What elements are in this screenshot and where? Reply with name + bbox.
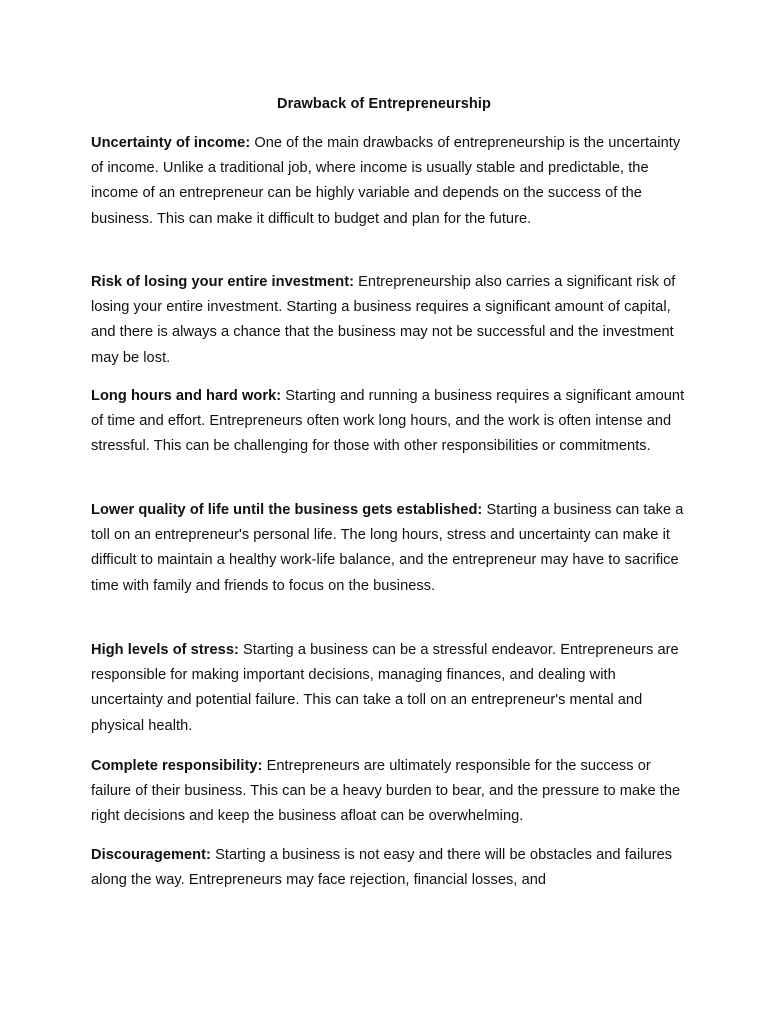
section-complete-responsibility bbox=[91, 754, 691, 830]
section-uncertainty-of-income bbox=[91, 131, 691, 232]
section-heading: Risk of losing your entire investment: bbox=[91, 274, 355, 290]
section-body: Starting a business can take a toll on an entrepreneur's personal life. The long hours, stress and uncertainty can make it difficult to maintain a healthy work-life balance, and the entrepreneur may have to sacrifice time with family and friends to focus on the business. bbox=[91, 502, 684, 594]
section-body: Starting a business can be a stressful endeavor. Entrepreneurs are responsible for making important decisions, managing finances, and dealing with uncertainty and potential failure. This can take a toll on an entrepreneur's mental and physical health. bbox=[91, 642, 679, 734]
document-title: Drawback of Entrepreneurship bbox=[277, 96, 491, 112]
section-heading: Lower quality of life until the business gets established: bbox=[91, 502, 483, 518]
section-body: Starting and running a business requires a significant amount of time and effort. Entrepreneurs often work long hours, and the work is often intense and stressful. This can be challenging for those with other responsibilities or commitments. bbox=[91, 388, 685, 455]
section-body: Entrepreneurship also carries a significant risk of losing your entire investment. Starting a business requires a significant amount of capital, and there is always a chance that the business may not be successful and the investment may be lost. bbox=[91, 274, 676, 366]
section-risk-of-losing-investment bbox=[91, 270, 691, 371]
section-high-levels-of-stress bbox=[91, 638, 691, 739]
section-heading: Complete responsibility: bbox=[91, 758, 263, 774]
section-body: Starting a business is not easy and there will be obstacles and failures along the way. Entrepreneurs may face rejection, financial losses, and bbox=[91, 847, 673, 889]
section-heading: Uncertainty of income: bbox=[91, 135, 251, 151]
section-lower-quality-of-life bbox=[91, 498, 691, 599]
section-body: One of the main drawbacks of entrepreneurship is the uncertainty of income. Unlike a traditional job, where income is usually stable and predictable, the income of an entrepreneur can be highly variable and depends on the success of the business. This can make it difficult to budget and plan for the future. bbox=[91, 135, 681, 227]
section-heading: Long hours and hard work: bbox=[91, 388, 282, 404]
section-heading: High levels of stress: bbox=[91, 642, 239, 658]
section-heading: Discouragement: bbox=[91, 847, 211, 863]
section-long-hours bbox=[91, 384, 691, 460]
section-body: Entrepreneurs are ultimately responsible for the success or failure of their business. This can be a heavy burden to bear, and the pressure to make the right decisions and keep the business afloat can be overwhelming. bbox=[91, 758, 681, 825]
section-discouragement bbox=[91, 843, 691, 893]
